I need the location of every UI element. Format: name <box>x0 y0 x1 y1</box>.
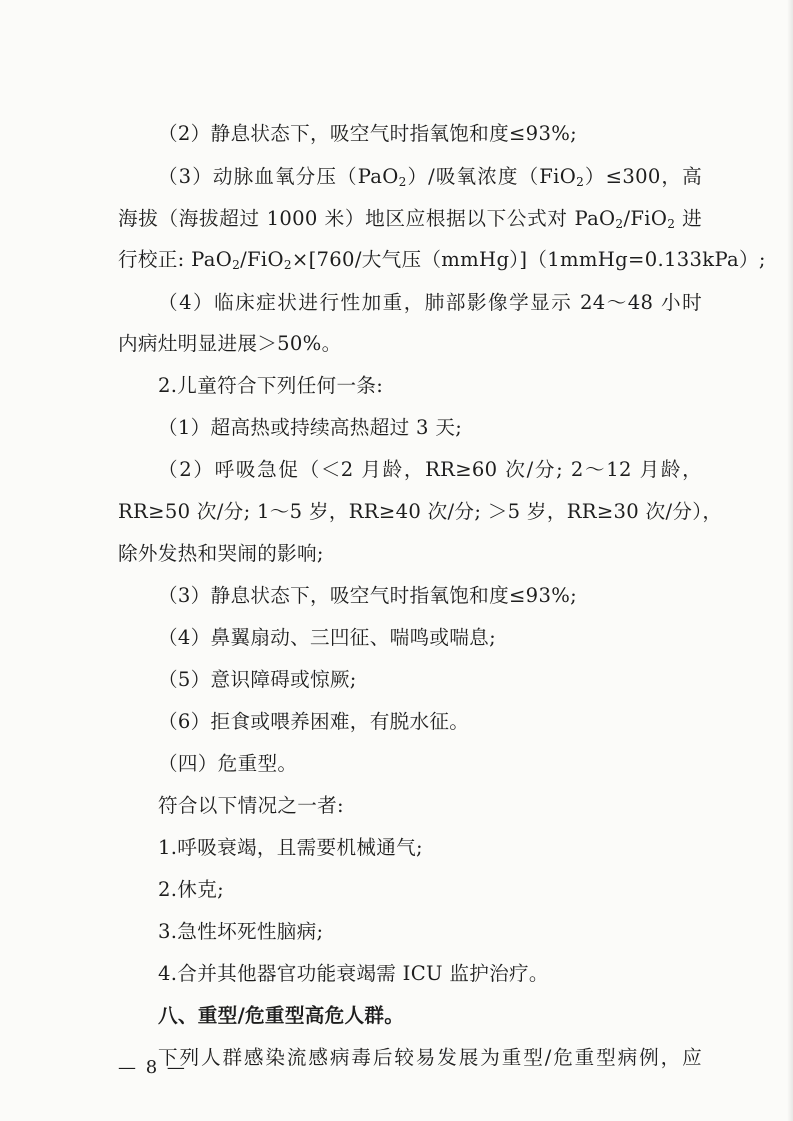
line-text: 进 <box>675 207 702 230</box>
paragraph-line-17 <box>158 794 344 818</box>
line-text: （4）临床症状进行性加重，肺部影像学显示 24～48 小时 <box>158 291 702 314</box>
line-text: （2）呼吸急促（＜2 月龄，RR≥60 次/分; 2～12 月龄， <box>158 458 702 481</box>
line-text: （5）意识障碍或惊厥; <box>158 668 357 691</box>
paragraph-line-19 <box>158 878 224 902</box>
line-text: （2）静息状态下，吸空气时指氧饱和度≤93%; <box>158 122 578 145</box>
line-text: 下列人群感染流感病毒后较易发展为重型/危重型病例，应 <box>158 1046 702 1069</box>
line-text: 八、重型/危重型高危人群。 <box>158 1004 405 1027</box>
line-text: /FiO <box>240 248 284 271</box>
section-heading-children <box>158 374 383 398</box>
paragraph-line-4 <box>118 248 766 273</box>
subscript-text: 2 <box>615 217 624 232</box>
subscript-text: 2 <box>232 258 241 273</box>
paragraph-line-12 <box>158 584 577 608</box>
paragraph-line-9 <box>158 458 702 482</box>
line-text: 海拔（海拔超过 1000 米）地区应根据以下公式对 PaO <box>118 207 616 230</box>
paragraph-line-2 <box>158 165 702 189</box>
line-text: RR≥50 次/分; 1～5 岁，RR≥40 次/分; ＞5 岁，RR≥30 次/分）， <box>118 500 723 523</box>
paragraph-line-3 <box>118 207 702 231</box>
paragraph-line-6 <box>118 332 342 356</box>
subscript-text: 2 <box>283 258 292 273</box>
paragraph-line-14 <box>158 668 357 692</box>
paragraph-line-15 <box>158 710 469 734</box>
paragraph-line-18 <box>158 836 423 860</box>
line-text: ×[760/大气压（mmHg）]（1mmHg=0.133kPa）; <box>291 248 766 271</box>
paragraph-line-13 <box>158 626 496 650</box>
line-text: ）/吸氧浓度（FiO <box>406 165 577 188</box>
paragraph-line-10 <box>118 500 723 524</box>
line-text: （3）动脉血氧分压（PaO <box>158 165 399 188</box>
subscript-text: 2 <box>576 175 585 190</box>
paragraph-line-23 <box>158 1046 702 1070</box>
page-number: — 8 — <box>118 1057 187 1078</box>
subscript-text: 2 <box>667 217 676 232</box>
line-text: 4.合并其他器官功能衰竭需 ICU 监护治疗。 <box>158 962 549 985</box>
section-heading-high-risk <box>158 1004 404 1028</box>
line-text: 1.呼吸衰竭，且需要机械通气; <box>158 836 423 859</box>
line-text: 行校正: PaO <box>118 248 233 271</box>
line-text: （4）鼻翼扇动、三凹征、喘鸣或喘息; <box>158 626 496 649</box>
line-text: 2.休克; <box>158 878 224 901</box>
line-text: （四）危重型。 <box>158 752 298 775</box>
line-text: 除外发热和哭闹的影响; <box>118 542 324 565</box>
line-text: /FiO <box>623 207 668 230</box>
line-text: 符合以下情况之一者: <box>158 794 344 817</box>
paragraph-line-20 <box>158 920 323 944</box>
subscript-text: 2 <box>398 175 407 190</box>
paragraph-line-8 <box>158 416 462 440</box>
paragraph-line-5 <box>158 291 702 315</box>
paragraph-line-21 <box>158 962 549 986</box>
line-text: 2.儿童符合下列任何一条: <box>158 374 384 397</box>
line-text: （6）拒食或喂养困难，有脱水征。 <box>158 710 470 733</box>
section-heading-critical <box>158 752 297 776</box>
line-text: 3.急性坏死性脑病; <box>158 920 324 943</box>
line-text: （1）超高热或持续高热超过 3 天; <box>158 416 463 439</box>
paragraph-line-11 <box>118 542 324 566</box>
paragraph-line-1 <box>158 122 577 146</box>
line-text: ）≤300，高 <box>584 165 702 188</box>
line-text: 内病灶明显进展＞50%。 <box>118 332 342 355</box>
page-edge-shadow <box>787 0 793 1121</box>
line-text: （3）静息状态下，吸空气时指氧饱和度≤93%; <box>158 584 578 607</box>
